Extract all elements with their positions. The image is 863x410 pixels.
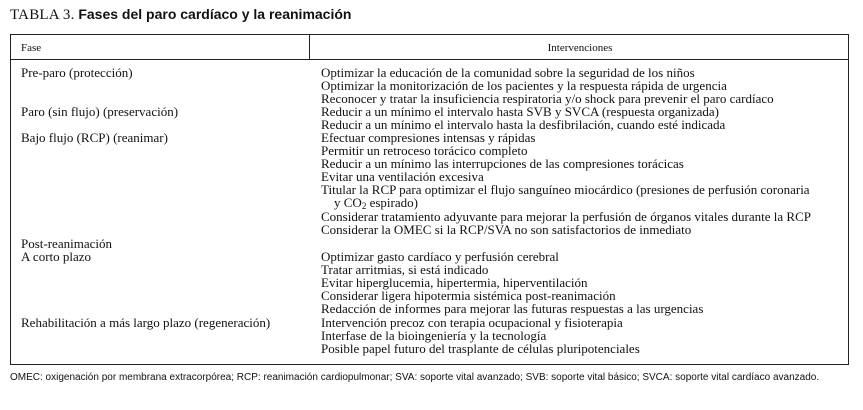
intervention-item: Titular la RCP para optimizar el flujo sanguíneo miocárdico (presiones de perfusión coronaria — [321, 182, 810, 197]
table-footnote: OMEC: oxigenación por membrana extracorpórea; RCP: reanimación cardiopulmonar; SVA: soporte vital avanzado; SVB: soporte vital básico; SVCA: soporte vital cardíaco avanzado. — [10, 372, 820, 383]
intervention-item: Interfase de la bioingeniería y la tecnología — [321, 328, 547, 343]
intervention-item: Optimizar la monitorización de los pacientes y la respuesta rápida de urgencia — [321, 78, 727, 93]
intervention-item: Reducir a un mínimo el intervalo hasta SVB y SVCA (respuesta organizada) — [321, 104, 719, 119]
intervention-item: Reducir a un mínimo el intervalo hasta la desfibrilación, cuando esté indicada — [321, 117, 726, 132]
phase-pre-paro: Pre-paro (protección) — [21, 65, 133, 80]
intervention-item: Evitar una ventilación excesiva — [321, 169, 484, 184]
intervention-item-continuation — [334, 196, 418, 209]
table-label: TABLA 3. — [10, 7, 75, 23]
intervention-item: Permitir un retroceso torácico completo — [321, 143, 528, 158]
table-title — [10, 6, 351, 24]
intervention-item: Considerar la OMEC si la RCP/SVA no son satisfactorios de inmediato — [321, 222, 692, 237]
phase-bajo-flujo: Bajo flujo (RCP) (reanimar) — [21, 130, 168, 145]
phase-paro: Paro (sin flujo) (preservación) — [21, 104, 179, 119]
column-header-intervenciones: Intervenciones — [547, 42, 613, 54]
phase-post-reanimacion: Post-reanimación — [21, 236, 112, 251]
intervention-item: Intervención precoz con terapia ocupacional y fisioterapia — [321, 315, 623, 330]
phase-corto-plazo: A corto plazo — [21, 249, 92, 264]
intervention-item: Optimizar gasto cardíaco y perfusión cerebral — [321, 249, 559, 264]
continuation-suffix: espirado) — [366, 195, 418, 210]
intervention-item: Tratar arritmias, si está indicado — [321, 262, 489, 277]
table-title-text: Fases del paro cardíaco y la reanimación — [78, 6, 352, 22]
intervention-item: Efectuar compresiones intensas y rápidas — [321, 130, 536, 145]
intervention-item: Redacción de informes para mejorar las futuras respuestas a las urgencias — [321, 301, 704, 316]
intervention-item: Posible papel futuro del trasplante de células pluripotenciales — [321, 341, 640, 356]
continuation-subscript: 2 — [361, 201, 367, 211]
table-header-row — [11, 35, 848, 60]
intervention-item: Considerar ligera hipotermia sistémica post-reanimación — [321, 288, 616, 303]
phase-rehabilitacion: Rehabilitación a más largo plazo (regeneración) — [21, 315, 271, 330]
column-header-fase: Fase — [21, 42, 42, 54]
table-frame — [10, 34, 849, 365]
intervention-item: Reducir a un mínimo las interrupciones de las compresiones torácicas — [321, 156, 684, 171]
intervention-item: Reconocer y tratar la insuficiencia respiratoria y/o shock para prevenir el paro cardíaco — [321, 91, 774, 106]
intervention-item: Optimizar la educación de la comunidad sobre la seguridad de los niños — [321, 65, 695, 80]
continuation-prefix: y CO — [334, 195, 362, 210]
intervention-item: Considerar tratamiento adyuvante para mejorar la perfusión de órganos vitales durante la RCP — [321, 209, 811, 224]
intervention-item: Evitar hiperglucemia, hipertermia, hiperventilación — [321, 275, 588, 290]
